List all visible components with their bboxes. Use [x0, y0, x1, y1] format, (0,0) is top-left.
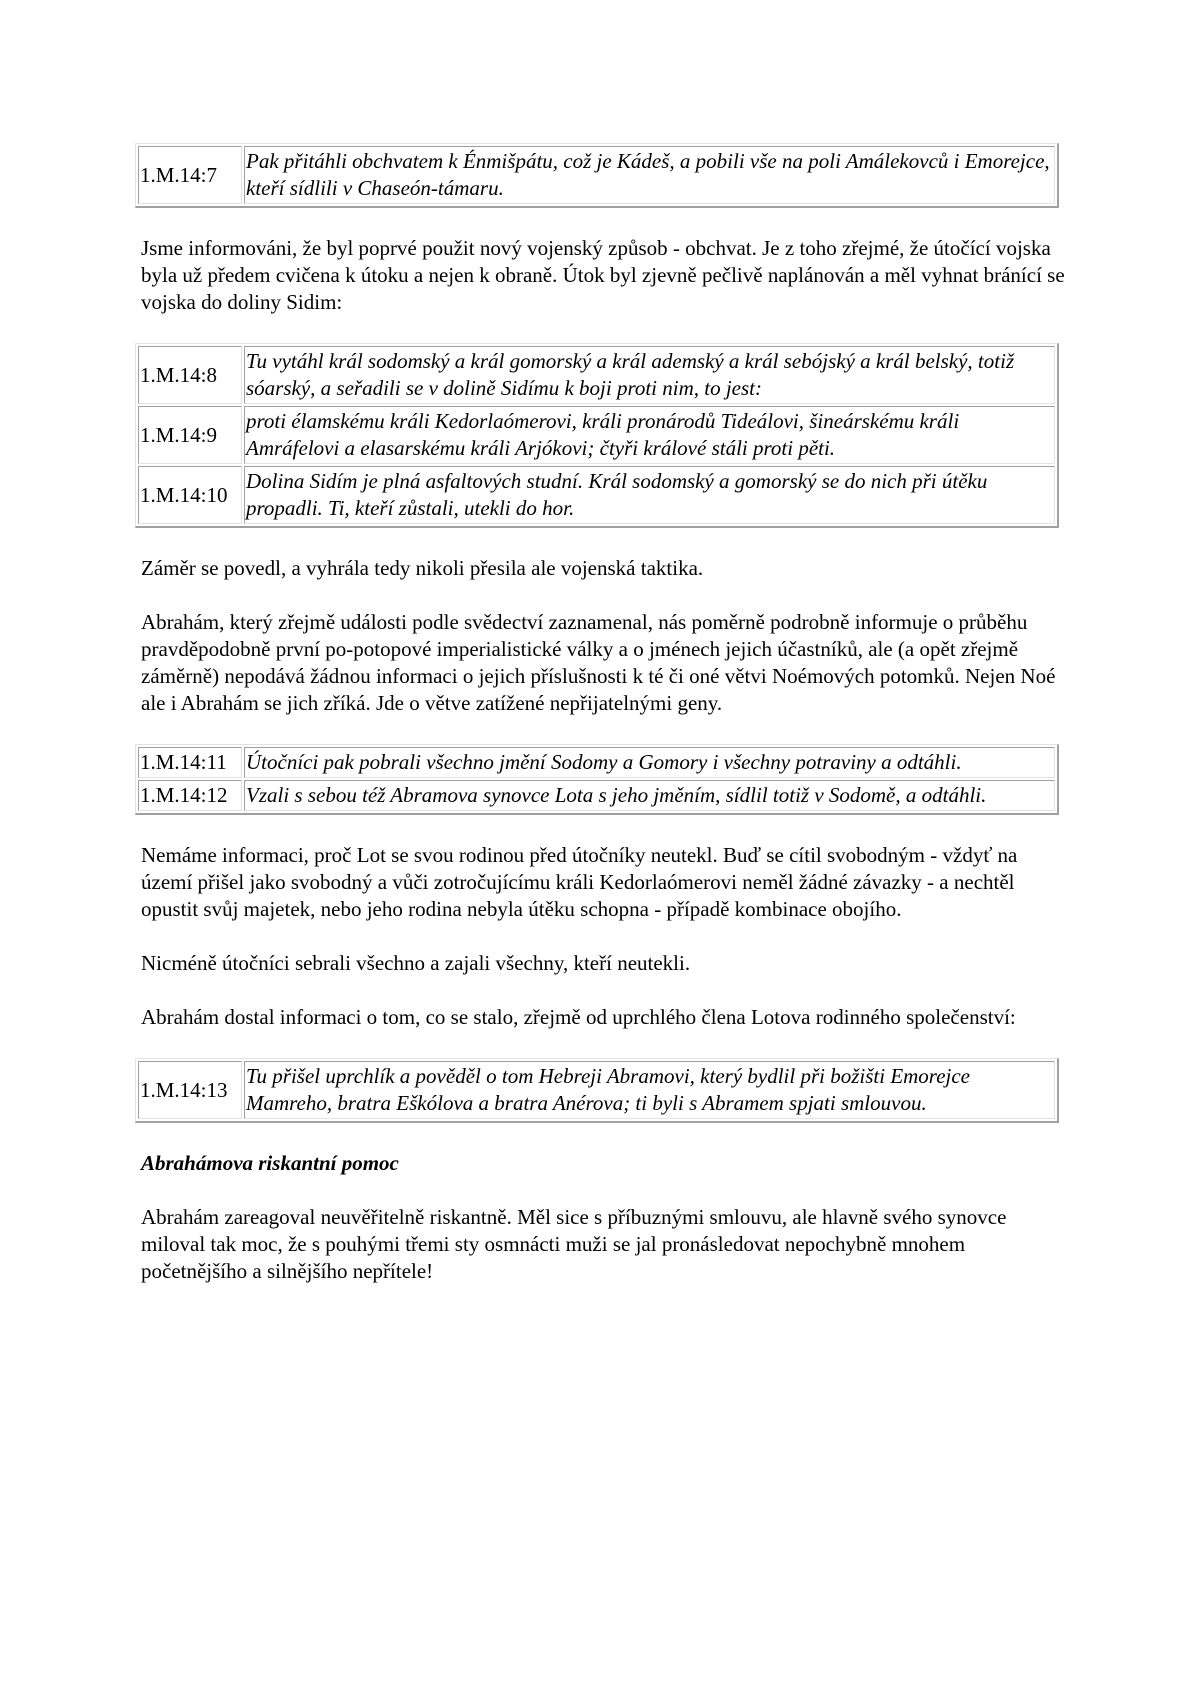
- verse-reference: 1.M.14:11: [138, 747, 242, 778]
- verse-text: Útočníci pak pobrali všechno jmění Sodomy a Gomory i všechny potraviny a odtáhli.: [244, 747, 1055, 778]
- paragraph-nicmene: Nicméně útočníci sebrali všechno a zajali všechny, kteří neutekli.: [141, 951, 691, 975]
- verse-reference: 1.M.14:9: [138, 406, 242, 464]
- verse-table-14-11-12: [135, 744, 1059, 815]
- verse-text: Tu vytáhl král sodomský a král gomorský a král ademský a král sebójský a král belský, totiž sóarský, a seřadili se v dolině Sidímu k boji proti nim, to jest:: [244, 346, 1055, 404]
- paragraph-abraham-dostal: Abrahám dostal informaci o tom, co se stalo, zřejmě od uprchlého člena Lotova rodinného společenství:: [141, 1005, 1016, 1029]
- verse-row: [138, 1061, 1055, 1119]
- paragraph-zamer: Záměr se povedl, a vyhrála tedy nikoli přesila ale vojenská taktika.: [141, 556, 704, 580]
- verse-text: proti élamskému králi Kedorlaómerovi, králi pronárodů Tideálovi, šineárskému králi Amráfelovi a elasarskému králi Arjókovi; čtyři králové stáli proti pěti.: [244, 406, 1055, 464]
- verse-row: [138, 146, 1055, 204]
- verse-reference: 1.M.14:10: [138, 466, 242, 524]
- verse-table-14-7: [135, 143, 1059, 208]
- verse-table-14-13: [135, 1058, 1059, 1123]
- verse-row: [138, 466, 1055, 524]
- verse-row: [138, 346, 1055, 404]
- document-page: [141, 143, 1066, 1312]
- verse-reference: 1.M.14:7: [138, 146, 242, 204]
- verse-reference: 1.M.14:12: [138, 780, 242, 811]
- verse-reference: 1.M.14:13: [138, 1061, 242, 1119]
- verse-row: [138, 780, 1055, 811]
- paragraph-obchvat: Jsme informováni, že byl poprvé použit nový vojenský způsob - obchvat. Je z toho zřejmé, že útočící vojska byla už předem cvičena k útoku a nejen k obraně. Útok byl zjevně pečlivě naplánován a měl vyhnat bránící se vojska do doliny Sidim:: [141, 236, 1065, 314]
- verse-text: Tu přišel uprchlík a pověděl o tom Hebreji Abramovi, který bydlil při božišti Emorejce Mamreho, bratra Eškólova a bratra Anérova; ti byli s Abramem spjati smlouvou.: [244, 1061, 1055, 1119]
- paragraph-lot: Nemáme informaci, proč Lot se svou rodinou před útočníky neutekl. Buď se cítil svobodným - vždyť na území přišel jako svobodný a vůči zotročujícímu králi Kedorlaómerovi neměl žádné závazky - a nechtěl opustit svůj majetek, nebo jeho rodina nebyla útěku schopna - případě kombinace obojího.: [141, 843, 1018, 921]
- verse-text: Vzali s sebou též Abramova synovce Lota s jeho jměním, sídlil totiž v Sodomě, a odtáhli.: [244, 780, 1055, 811]
- verse-reference: 1.M.14:8: [138, 346, 242, 404]
- paragraph-abraham-zareagoval: Abrahám zareagoval neuvěřitelně riskantně. Měl sice s příbuznými smlouvu, ale hlavně svého synovce miloval tak moc, že s pouhými třemi sty osmnácti muži se jal pronásledovat nepochybně mnohem početnějšího a silnějšího nepřítele!: [141, 1205, 1007, 1283]
- section-heading: Abrahámova riskantní pomoc: [141, 1151, 399, 1175]
- verse-row: [138, 406, 1055, 464]
- verse-text: Dolina Sidím je plná asfaltových studní. Král sodomský a gomorský se do nich při útěku propadli. Ti, kteří zůstali, utekli do hor.: [244, 466, 1055, 524]
- paragraph-abraham-informuje: Abrahám, který zřejmě události podle svědectví zaznamenal, nás poměrně podrobně informuje o průběhu pravděpodobně první po-potopové imperialistické války a o jménech jejich účastníků, ale (a opět zřejmě záměrně) nepodává žádnou informaci o jejich příslušnosti k té či oné větvi Noémových potomků. Nejen Noé ale i Abrahám se jich zříká. Jde o větve zatížené nepřijatelnými geny.: [141, 610, 1056, 715]
- verse-text: Pak přitáhli obchvatem k Énmišpátu, což je Kádeš, a pobili vše na poli Amálekovců i Emorejce, kteří sídlili v Chaseón-támaru.: [244, 146, 1055, 204]
- verse-table-14-8-10: [135, 343, 1059, 528]
- verse-row: [138, 747, 1055, 778]
